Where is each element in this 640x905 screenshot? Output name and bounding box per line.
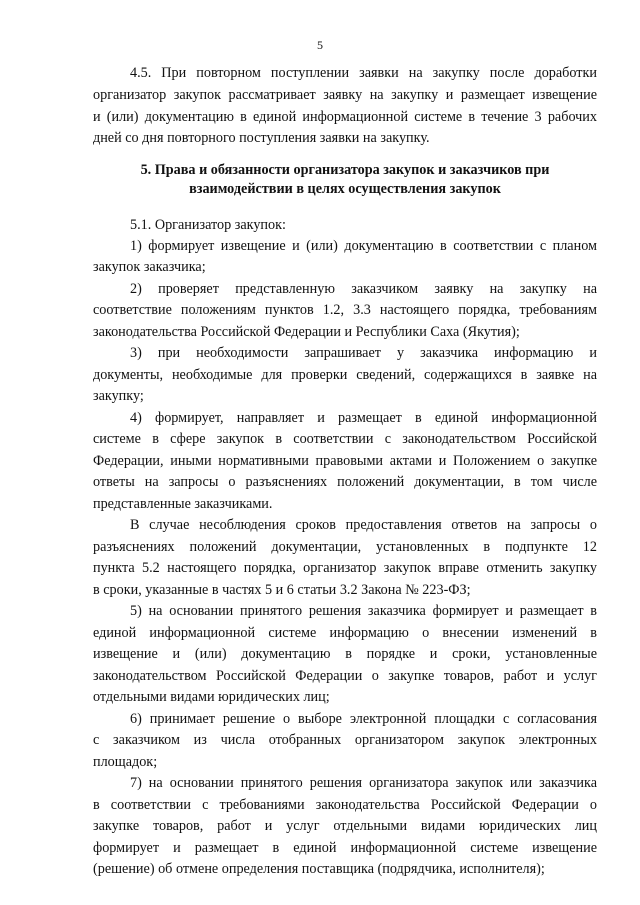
section-heading: взаимодействии в целях осуществления закупок: [189, 181, 501, 197]
text-line: (решение) об отмене определения поставщика (подрядчика, исполнителя);: [93, 861, 545, 877]
text-line: 5.1. Организатор закупок:: [130, 217, 286, 233]
text-line: Федерации, иными нормативными правовыми актами и Положением о закупке: [93, 453, 597, 469]
text-line: представленные заказчиками.: [93, 496, 273, 512]
text-line: 4) формирует, направляет и размещает в единой информационной: [130, 410, 597, 426]
text-line: закупок заказчика;: [93, 259, 206, 275]
text-line: соответствие положениям пунктов 1.2, 3.3 настоящего порядка, требованиям: [93, 302, 597, 318]
text-line: извещение и (или) документацию в порядке и сроки, установленные: [93, 646, 597, 662]
text-line: с заказчиком из числа отобранных организатором закупок электронных: [93, 732, 597, 748]
text-line: 6) принимает решение о выборе электронной площадки с согласования: [130, 711, 597, 727]
text-line: 5) на основании принятого решения заказчика формирует и размещает в: [130, 603, 597, 619]
text-line: документы, необходимые для проверки сведений, содержащихся в заявке на: [93, 367, 597, 383]
text-line: пункта 5.2 настоящего порядка, организатор закупок вправе отменить закупку: [93, 560, 597, 576]
text-line: организатор закупок рассматривает заявку на закупку и размещает извещение: [93, 87, 597, 103]
text-line: системе в сфере закупок в соответствии с законодательством Российской: [93, 431, 597, 447]
text-line: законодательством Российской Федерации о закупке товаров, работ и услуг: [93, 668, 597, 684]
text-line: в сроки, указанные в частях 5 и 6 статьи 3.2 Закона № 223-ФЗ;: [93, 582, 471, 598]
page-number: 5: [317, 38, 323, 52]
text-line: отдельными видами юридических лиц;: [93, 689, 330, 705]
text-line: 4.5. При повторном поступлении заявки на закупку после доработки: [130, 65, 597, 81]
text-line: закупку;: [93, 388, 144, 404]
text-line: В случае несоблюдения сроков предоставления ответов на запросы о: [130, 517, 597, 533]
section-heading: 5. Права и обязанности организатора закупок и заказчиков при: [140, 162, 550, 178]
text-line: в соответствии с требованиями законодательства Российской Федерации о: [93, 797, 597, 813]
text-line: разъяснениях положений документации, установленных в подпункте 12: [93, 539, 597, 555]
text-line: 2) проверяет представленную заказчиком заявку на закупку на: [130, 281, 597, 297]
text-line: законодательства Российской Федерации и Республики Саха (Якутия);: [93, 324, 520, 340]
text-line: 7) на основании принятого решения организатора закупок или заказчика: [130, 775, 597, 791]
text-line: формирует и размещает в единой информационной системе извещение: [93, 840, 597, 856]
text-line: ответы на запросы о разъяснениях положений документации, в том числе: [93, 474, 597, 490]
text-line: и (или) документацию в единой информационной системе в течение 3 рабочих: [93, 109, 597, 125]
text-line: 3) при необходимости запрашивает у заказчика информацию и: [130, 345, 597, 361]
text-line: 1) формирует извещение и (или) документацию в соответствии с планом: [130, 238, 597, 254]
text-line: площадок;: [93, 754, 158, 770]
text-line: единой информационной системе информацию о внесении изменений в: [93, 625, 597, 641]
text-line: дней со дня повторного поступления заявки на закупку.: [93, 130, 430, 146]
text-line: закупке товаров, работ и услуг отдельными видами юридических лиц: [93, 818, 597, 834]
